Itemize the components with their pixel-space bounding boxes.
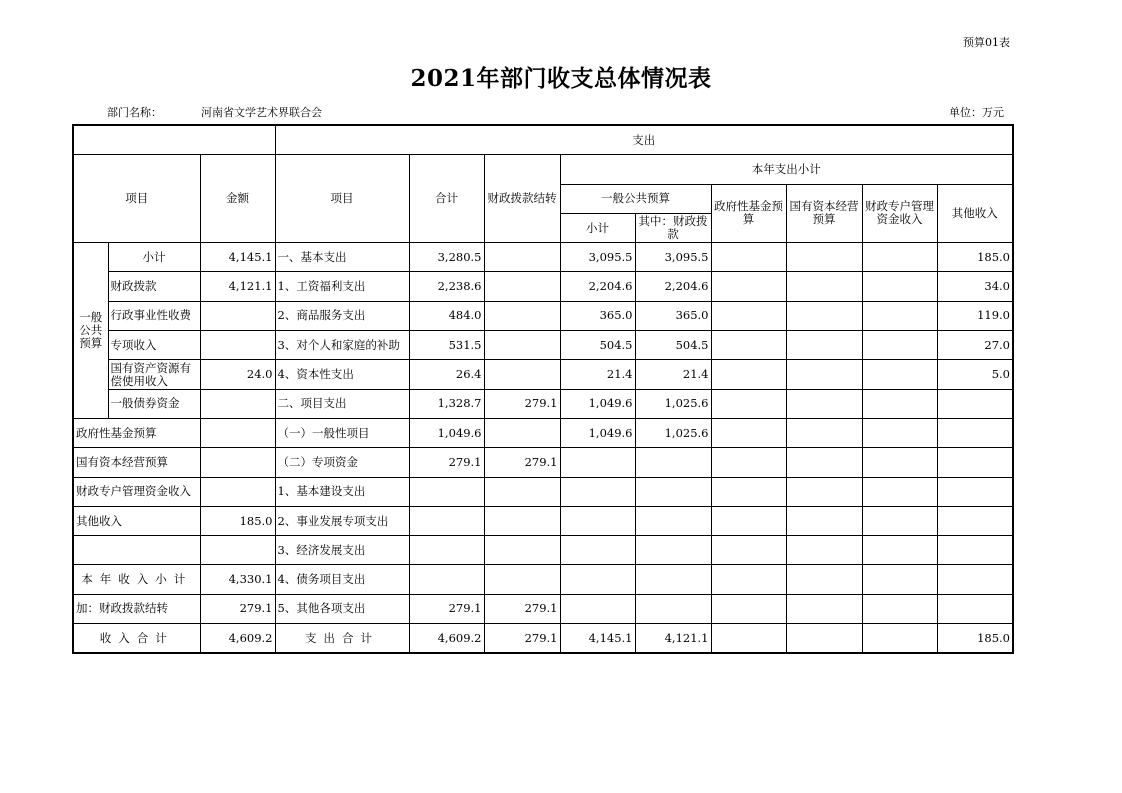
fiscal-special xyxy=(862,243,937,272)
table-row xyxy=(73,624,1013,654)
data-rows xyxy=(73,243,1013,654)
income-amount xyxy=(200,418,275,447)
gov-fund xyxy=(711,536,786,565)
table-row xyxy=(73,389,1013,418)
other-income xyxy=(937,418,1013,447)
income-amount: 4,609.2 xyxy=(200,624,275,654)
exp-item: （一）一般性项目 xyxy=(275,418,409,447)
header-gp-fiscal: 其中：财政拨款 xyxy=(635,213,711,242)
gp-subtotal: 1,049.6 xyxy=(560,418,635,447)
header-expenditure: 支出 xyxy=(275,125,1013,155)
gov-fund xyxy=(711,448,786,477)
exp-total: 279.1 xyxy=(409,448,484,477)
exp-total: 4,609.2 xyxy=(409,624,484,654)
fiscal-special xyxy=(862,360,937,389)
exp-item: 3、对个人和家庭的补助 xyxy=(275,331,409,360)
gp-subtotal: 2,204.6 xyxy=(560,272,635,301)
income-item: 财政拨款 xyxy=(108,272,200,301)
exp-total xyxy=(409,565,484,594)
state-capital xyxy=(786,477,862,506)
gp-fiscal: 1,025.6 xyxy=(635,389,711,418)
other-income xyxy=(937,506,1013,535)
income-item: 专项收入 xyxy=(108,331,200,360)
other-income: 185.0 xyxy=(937,243,1013,272)
gp-fiscal xyxy=(635,477,711,506)
gov-fund xyxy=(711,506,786,535)
fiscal-special xyxy=(862,389,937,418)
other-income xyxy=(937,477,1013,506)
carryover xyxy=(484,536,560,565)
income-item: 财政专户管理资金收入 xyxy=(73,477,200,506)
gp-fiscal: 1,025.6 xyxy=(635,418,711,447)
other-income xyxy=(937,448,1013,477)
department-name: 河南省文学艺术界联合会 xyxy=(201,106,322,119)
income-amount: 24.0 xyxy=(200,360,275,389)
exp-total xyxy=(409,477,484,506)
carryover xyxy=(484,565,560,594)
header-exp-item: 项目 xyxy=(275,155,409,243)
table-row xyxy=(73,594,1013,623)
header-income-amount: 金额 xyxy=(200,155,275,243)
exp-item: 4、资本性支出 xyxy=(275,360,409,389)
exp-item: 4、债务项目支出 xyxy=(275,565,409,594)
gov-fund xyxy=(711,360,786,389)
exp-item: 3、经济发展支出 xyxy=(275,536,409,565)
gov-fund xyxy=(711,389,786,418)
income-amount xyxy=(200,477,275,506)
gp-fiscal: 2,204.6 xyxy=(635,272,711,301)
fiscal-special xyxy=(862,301,937,330)
table-row xyxy=(73,331,1013,360)
header-row-1 xyxy=(73,125,1013,155)
carryover: 279.1 xyxy=(484,624,560,654)
other-income xyxy=(937,594,1013,623)
other-income: 5.0 xyxy=(937,360,1013,389)
other-income: 185.0 xyxy=(937,624,1013,654)
exp-total: 3,280.5 xyxy=(409,243,484,272)
gp-fiscal xyxy=(635,506,711,535)
other-income: 27.0 xyxy=(937,331,1013,360)
form-code: 预算01表 xyxy=(963,36,1010,49)
gp-fiscal: 365.0 xyxy=(635,301,711,330)
exp-item: 1、基本建设支出 xyxy=(275,477,409,506)
fiscal-special xyxy=(862,331,937,360)
state-capital xyxy=(786,536,862,565)
gov-fund xyxy=(711,624,786,654)
income-item: 收入合计 xyxy=(73,624,200,654)
header-income-item: 项目 xyxy=(73,155,200,243)
income-amount xyxy=(200,536,275,565)
gp-subtotal xyxy=(560,536,635,565)
carryover xyxy=(484,360,560,389)
exp-item: 1、工资福利支出 xyxy=(275,272,409,301)
state-capital xyxy=(786,506,862,535)
carryover: 279.1 xyxy=(484,594,560,623)
exp-item: 二、项目支出 xyxy=(275,389,409,418)
header-gov-fund: 政府性基金预算 xyxy=(711,184,786,243)
other-income xyxy=(937,389,1013,418)
income-amount: 185.0 xyxy=(200,506,275,535)
gp-fiscal: 3,095.5 xyxy=(635,243,711,272)
fiscal-special xyxy=(862,448,937,477)
gp-fiscal xyxy=(635,536,711,565)
gp-subtotal: 1,049.6 xyxy=(560,389,635,418)
gp-fiscal xyxy=(635,448,711,477)
table-row xyxy=(73,477,1013,506)
exp-total: 1,328.7 xyxy=(409,389,484,418)
table-row xyxy=(73,301,1013,330)
gp-subtotal xyxy=(560,594,635,623)
exp-item: 2、事业发展专项支出 xyxy=(275,506,409,535)
gov-fund xyxy=(711,565,786,594)
income-item: 本年收入小计 xyxy=(73,565,200,594)
exp-item: 支出合计 xyxy=(275,624,409,654)
state-capital xyxy=(786,301,862,330)
income-item: 一般债券资金 xyxy=(108,389,200,418)
carryover: 279.1 xyxy=(484,389,560,418)
general-budget-group-label: 一般公共预算 xyxy=(73,243,108,419)
gp-subtotal xyxy=(560,565,635,594)
exp-total xyxy=(409,536,484,565)
income-item: 国有资本经营预算 xyxy=(73,448,200,477)
income-amount xyxy=(200,389,275,418)
unit-label: 单位：万元 xyxy=(949,106,1004,119)
exp-item: （二）专项资金 xyxy=(275,448,409,477)
exp-total: 279.1 xyxy=(409,594,484,623)
state-capital xyxy=(786,624,862,654)
fiscal-special xyxy=(862,418,937,447)
gp-subtotal xyxy=(560,506,635,535)
gp-fiscal xyxy=(635,565,711,594)
state-capital xyxy=(786,389,862,418)
income-amount: 4,121.1 xyxy=(200,272,275,301)
header-general-budget: 一般公共预算 xyxy=(560,184,711,213)
gp-subtotal: 3,095.5 xyxy=(560,243,635,272)
header-exp-total: 合计 xyxy=(409,155,484,243)
table-row xyxy=(73,243,1013,272)
state-capital xyxy=(786,448,862,477)
table-row xyxy=(73,565,1013,594)
income-item: 政府性基金预算 xyxy=(73,418,200,447)
state-capital xyxy=(786,331,862,360)
carryover xyxy=(484,243,560,272)
other-income xyxy=(937,565,1013,594)
fiscal-special xyxy=(862,272,937,301)
department-label: 部门名称： xyxy=(107,106,162,119)
table-row xyxy=(73,272,1013,301)
header-state-capital: 国有资本经营预算 xyxy=(786,184,862,243)
other-income xyxy=(937,536,1013,565)
carryover xyxy=(484,331,560,360)
exp-total: 26.4 xyxy=(409,360,484,389)
gov-fund xyxy=(711,243,786,272)
gov-fund xyxy=(711,331,786,360)
page-title: 2021年部门收支总体情况表 xyxy=(410,65,712,92)
table-row xyxy=(73,418,1013,447)
gov-fund xyxy=(711,272,786,301)
gp-subtotal xyxy=(560,448,635,477)
exp-total: 2,238.6 xyxy=(409,272,484,301)
income-item: 行政事业性收费 xyxy=(108,301,200,330)
budget-table xyxy=(72,124,1014,654)
income-item: 国有资产资源有偿使用收入 xyxy=(108,360,200,389)
exp-item: 2、商品服务支出 xyxy=(275,301,409,330)
carryover xyxy=(484,506,560,535)
header-other-income: 其他收入 xyxy=(937,184,1013,243)
header-fiscal-special: 财政专户管理资金收入 xyxy=(862,184,937,243)
fiscal-special xyxy=(862,594,937,623)
fiscal-special xyxy=(862,565,937,594)
state-capital xyxy=(786,565,862,594)
exp-total: 1,049.6 xyxy=(409,418,484,447)
other-income: 119.0 xyxy=(937,301,1013,330)
income-item: 小计 xyxy=(108,243,200,272)
income-amount xyxy=(200,331,275,360)
gp-fiscal xyxy=(635,594,711,623)
header-current-year-subtotal: 本年支出小计 xyxy=(560,155,1013,184)
exp-item: 5、其他各项支出 xyxy=(275,594,409,623)
state-capital xyxy=(786,360,862,389)
exp-item: 一、基本支出 xyxy=(275,243,409,272)
gov-fund xyxy=(711,301,786,330)
fiscal-special xyxy=(862,477,937,506)
gp-fiscal: 504.5 xyxy=(635,331,711,360)
table-row xyxy=(73,360,1013,389)
gp-subtotal: 504.5 xyxy=(560,331,635,360)
state-capital xyxy=(786,594,862,623)
income-item: 加：财政拨款结转 xyxy=(73,594,200,623)
other-income: 34.0 xyxy=(937,272,1013,301)
income-item xyxy=(73,536,200,565)
fiscal-special xyxy=(862,506,937,535)
carryover: 279.1 xyxy=(484,448,560,477)
state-capital xyxy=(786,243,862,272)
header-income-blank xyxy=(73,125,275,155)
table-row xyxy=(73,448,1013,477)
income-amount xyxy=(200,448,275,477)
income-amount: 279.1 xyxy=(200,594,275,623)
exp-total: 484.0 xyxy=(409,301,484,330)
income-amount: 4,145.1 xyxy=(200,243,275,272)
fiscal-special xyxy=(862,536,937,565)
gov-fund xyxy=(711,477,786,506)
table-row xyxy=(73,536,1013,565)
table-row xyxy=(73,506,1013,535)
fiscal-special xyxy=(862,624,937,654)
header-row-2 xyxy=(73,155,1013,184)
header-fiscal-carryover: 财政拨款结转 xyxy=(484,155,560,243)
gp-subtotal: 365.0 xyxy=(560,301,635,330)
income-item: 其他收入 xyxy=(73,506,200,535)
gp-subtotal xyxy=(560,477,635,506)
gov-fund xyxy=(711,418,786,447)
gov-fund xyxy=(711,594,786,623)
state-capital xyxy=(786,418,862,447)
income-amount xyxy=(200,301,275,330)
income-amount: 4,330.1 xyxy=(200,565,275,594)
exp-total: 531.5 xyxy=(409,331,484,360)
gp-fiscal: 21.4 xyxy=(635,360,711,389)
gp-subtotal: 4,145.1 xyxy=(560,624,635,654)
exp-total xyxy=(409,506,484,535)
carryover xyxy=(484,477,560,506)
carryover xyxy=(484,301,560,330)
gp-fiscal: 4,121.1 xyxy=(635,624,711,654)
header-gp-subtotal: 小计 xyxy=(560,213,635,242)
gp-subtotal: 21.4 xyxy=(560,360,635,389)
state-capital xyxy=(786,272,862,301)
carryover xyxy=(484,418,560,447)
carryover xyxy=(484,272,560,301)
